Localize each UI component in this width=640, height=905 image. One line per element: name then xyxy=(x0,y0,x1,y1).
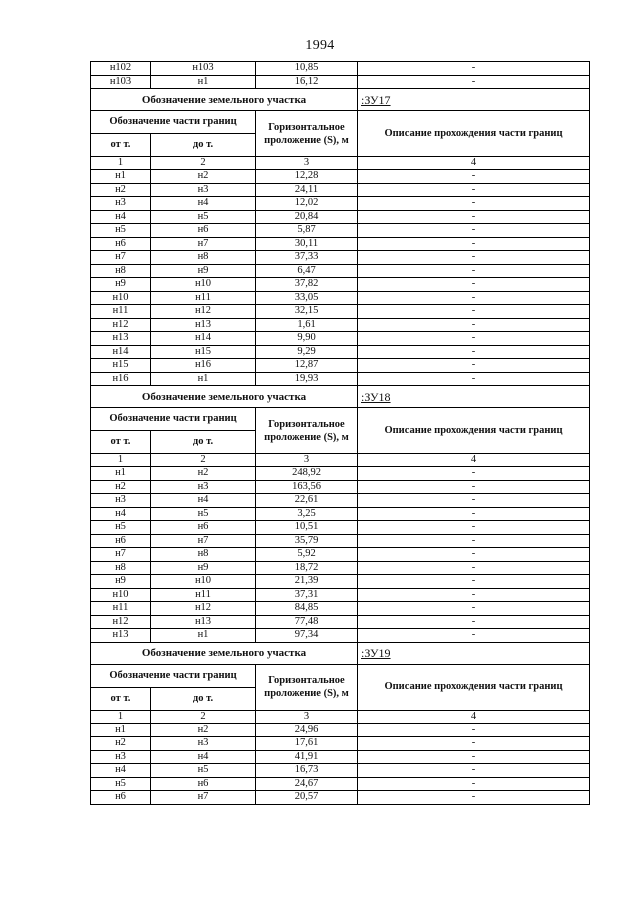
length-cell: 77,48 xyxy=(256,615,358,629)
table-row xyxy=(91,372,590,386)
from-point-cell: н13 xyxy=(91,629,151,643)
description-cell: - xyxy=(358,534,590,548)
to-point-cell: н3 xyxy=(151,480,256,494)
length-header: Горизонтальное проложение (S), м xyxy=(256,664,358,710)
page-number: 1994 xyxy=(305,38,335,53)
from-point-cell: н12 xyxy=(91,318,151,332)
table-row xyxy=(91,332,590,346)
column-number-row xyxy=(91,710,590,723)
from-point-cell: н6 xyxy=(91,237,151,251)
boundaries-table-body xyxy=(91,62,590,805)
from-point-cell: н9 xyxy=(91,278,151,292)
length-cell: 1,61 xyxy=(256,318,358,332)
length-cell: 16,12 xyxy=(256,75,358,89)
to-point-cell: н12 xyxy=(151,305,256,319)
to-point-cell: н5 xyxy=(151,210,256,224)
table-row xyxy=(91,791,590,805)
to-header: до т. xyxy=(151,134,256,157)
from-point-cell: н8 xyxy=(91,264,151,278)
table-row xyxy=(91,588,590,602)
from-header: от т. xyxy=(91,687,151,710)
to-point-cell: н5 xyxy=(151,507,256,521)
table-row xyxy=(91,197,590,211)
description-cell: - xyxy=(358,521,590,535)
to-point-cell: н6 xyxy=(151,521,256,535)
from-point-cell: н7 xyxy=(91,251,151,265)
column-number: 4 xyxy=(358,454,590,467)
length-cell: 12,28 xyxy=(256,170,358,184)
to-point-cell: н6 xyxy=(151,224,256,238)
column-number: 3 xyxy=(256,710,358,723)
from-point-cell: н14 xyxy=(91,345,151,359)
length-cell: 97,34 xyxy=(256,629,358,643)
table-row xyxy=(91,62,590,76)
description-cell: - xyxy=(358,183,590,197)
length-cell: 21,39 xyxy=(256,575,358,589)
length-cell: 33,05 xyxy=(256,291,358,305)
column-number: 1 xyxy=(91,710,151,723)
to-point-cell: н13 xyxy=(151,615,256,629)
from-point-cell: н1 xyxy=(91,723,151,737)
column-number-row xyxy=(91,454,590,467)
from-point-cell: н15 xyxy=(91,359,151,373)
plot-id: :ЗУ18 xyxy=(358,386,590,408)
table-row xyxy=(91,629,590,643)
from-point-cell: н2 xyxy=(91,737,151,751)
length-cell: 20,84 xyxy=(256,210,358,224)
from-point-cell: н1 xyxy=(91,170,151,184)
to-point-cell: н2 xyxy=(151,467,256,481)
from-point-cell: н102 xyxy=(91,62,151,76)
table-row xyxy=(91,494,590,508)
length-cell: 24,67 xyxy=(256,777,358,791)
to-point-cell: н7 xyxy=(151,237,256,251)
from-header: от т. xyxy=(91,431,151,454)
boundaries-table xyxy=(90,61,590,805)
to-point-cell: н10 xyxy=(151,575,256,589)
length-cell: 5,87 xyxy=(256,224,358,238)
table-row xyxy=(91,737,590,751)
table-row xyxy=(91,75,590,89)
length-cell: 16,73 xyxy=(256,764,358,778)
length-cell: 37,33 xyxy=(256,251,358,265)
length-cell: 9,29 xyxy=(256,345,358,359)
plot-designation-label: Обозначение земельного участка xyxy=(91,642,358,664)
length-cell: 84,85 xyxy=(256,602,358,616)
plot-id: :ЗУ19 xyxy=(358,642,590,664)
column-number: 4 xyxy=(358,157,590,170)
length-cell: 12,87 xyxy=(256,359,358,373)
table-row xyxy=(91,224,590,238)
table-row xyxy=(91,318,590,332)
to-point-cell: н103 xyxy=(151,62,256,76)
table-row xyxy=(91,764,590,778)
to-header: до т. xyxy=(151,431,256,454)
description-cell: - xyxy=(358,467,590,481)
to-point-cell: н3 xyxy=(151,183,256,197)
table-row xyxy=(91,251,590,265)
to-point-cell: н4 xyxy=(151,494,256,508)
to-point-cell: н9 xyxy=(151,264,256,278)
table-row xyxy=(91,750,590,764)
length-cell: 37,31 xyxy=(256,588,358,602)
from-point-cell: н103 xyxy=(91,75,151,89)
table-row xyxy=(91,561,590,575)
column-number: 2 xyxy=(151,710,256,723)
description-cell: - xyxy=(358,264,590,278)
from-header: от т. xyxy=(91,134,151,157)
to-point-cell: н1 xyxy=(151,75,256,89)
to-point-cell: н9 xyxy=(151,561,256,575)
table-row xyxy=(91,480,590,494)
to-point-cell: н3 xyxy=(151,737,256,751)
from-point-cell: н5 xyxy=(91,224,151,238)
description-header: Описание прохождения части границ xyxy=(358,664,590,710)
from-point-cell: н7 xyxy=(91,548,151,562)
parts-header: Обозначение части границ xyxy=(91,408,256,431)
column-header-row xyxy=(91,664,590,687)
from-point-cell: н6 xyxy=(91,791,151,805)
from-point-cell: н3 xyxy=(91,494,151,508)
description-header: Описание прохождения части границ xyxy=(358,408,590,454)
description-cell: - xyxy=(358,764,590,778)
column-header-row xyxy=(91,408,590,431)
from-point-cell: н3 xyxy=(91,750,151,764)
table-row xyxy=(91,264,590,278)
description-cell: - xyxy=(358,170,590,184)
column-number: 3 xyxy=(256,157,358,170)
section-title-row xyxy=(91,89,590,111)
table-row xyxy=(91,602,590,616)
description-cell: - xyxy=(358,615,590,629)
table-row xyxy=(91,183,590,197)
length-header: Горизонтальное проложение (S), м xyxy=(256,111,358,157)
from-point-cell: н11 xyxy=(91,305,151,319)
description-cell: - xyxy=(358,588,590,602)
to-point-cell: н7 xyxy=(151,534,256,548)
from-point-cell: н10 xyxy=(91,291,151,305)
table-row xyxy=(91,723,590,737)
length-cell: 3,25 xyxy=(256,507,358,521)
description-cell: - xyxy=(358,602,590,616)
description-cell: - xyxy=(358,75,590,89)
column-number: 1 xyxy=(91,157,151,170)
to-point-cell: н4 xyxy=(151,197,256,211)
table-row xyxy=(91,278,590,292)
section-title-row xyxy=(91,642,590,664)
table-row xyxy=(91,777,590,791)
length-cell: 5,92 xyxy=(256,548,358,562)
from-point-cell: н2 xyxy=(91,480,151,494)
table-row xyxy=(91,291,590,305)
length-cell: 32,15 xyxy=(256,305,358,319)
length-cell: 163,56 xyxy=(256,480,358,494)
table-row xyxy=(91,170,590,184)
from-point-cell: н8 xyxy=(91,561,151,575)
length-header: Горизонтальное проложение (S), м xyxy=(256,408,358,454)
column-number: 1 xyxy=(91,454,151,467)
plot-id: :ЗУ17 xyxy=(358,89,590,111)
description-cell: - xyxy=(358,561,590,575)
description-cell: - xyxy=(358,318,590,332)
to-point-cell: н10 xyxy=(151,278,256,292)
from-point-cell: н16 xyxy=(91,372,151,386)
from-point-cell: н4 xyxy=(91,764,151,778)
description-cell: - xyxy=(358,197,590,211)
from-point-cell: н5 xyxy=(91,777,151,791)
table-row xyxy=(91,521,590,535)
table-row xyxy=(91,575,590,589)
to-point-cell: н2 xyxy=(151,723,256,737)
length-cell: 20,57 xyxy=(256,791,358,805)
description-cell: - xyxy=(358,332,590,346)
from-point-cell: н4 xyxy=(91,507,151,521)
table-row xyxy=(91,548,590,562)
from-point-cell: н5 xyxy=(91,521,151,535)
to-point-cell: н15 xyxy=(151,345,256,359)
description-cell: - xyxy=(358,305,590,319)
to-point-cell: н16 xyxy=(151,359,256,373)
description-cell: - xyxy=(358,480,590,494)
to-point-cell: н4 xyxy=(151,750,256,764)
to-point-cell: н6 xyxy=(151,777,256,791)
parts-header: Обозначение части границ xyxy=(91,111,256,134)
length-cell: 12,02 xyxy=(256,197,358,211)
column-header-row xyxy=(91,111,590,134)
plot-designation-label: Обозначение земельного участка xyxy=(91,89,358,111)
table-row xyxy=(91,345,590,359)
table-row xyxy=(91,359,590,373)
plot-designation-label: Обозначение земельного участка xyxy=(91,386,358,408)
description-cell: - xyxy=(358,62,590,76)
from-point-cell: н2 xyxy=(91,183,151,197)
length-cell: 24,11 xyxy=(256,183,358,197)
column-number: 3 xyxy=(256,454,358,467)
from-point-cell: н6 xyxy=(91,534,151,548)
description-cell: - xyxy=(358,575,590,589)
from-point-cell: н11 xyxy=(91,602,151,616)
description-cell: - xyxy=(358,291,590,305)
from-point-cell: н1 xyxy=(91,467,151,481)
description-cell: - xyxy=(358,251,590,265)
table-row xyxy=(91,305,590,319)
from-point-cell: н3 xyxy=(91,197,151,211)
to-point-cell: н2 xyxy=(151,170,256,184)
to-point-cell: н8 xyxy=(151,548,256,562)
from-point-cell: н13 xyxy=(91,332,151,346)
length-cell: 37,82 xyxy=(256,278,358,292)
length-cell: 9,90 xyxy=(256,332,358,346)
description-cell: - xyxy=(358,548,590,562)
length-cell: 30,11 xyxy=(256,237,358,251)
description-cell: - xyxy=(358,791,590,805)
to-point-cell: н1 xyxy=(151,372,256,386)
to-point-cell: н8 xyxy=(151,251,256,265)
from-point-cell: н12 xyxy=(91,615,151,629)
length-cell: 6,47 xyxy=(256,264,358,278)
parts-header: Обозначение части границ xyxy=(91,664,256,687)
section-title-row xyxy=(91,386,590,408)
to-header: до т. xyxy=(151,687,256,710)
description-cell: - xyxy=(358,278,590,292)
length-cell: 17,61 xyxy=(256,737,358,751)
length-cell: 18,72 xyxy=(256,561,358,575)
column-number: 2 xyxy=(151,454,256,467)
length-cell: 10,85 xyxy=(256,62,358,76)
table-row xyxy=(91,237,590,251)
table-row xyxy=(91,507,590,521)
from-point-cell: н10 xyxy=(91,588,151,602)
column-number: 2 xyxy=(151,157,256,170)
to-point-cell: н5 xyxy=(151,764,256,778)
from-point-cell: н9 xyxy=(91,575,151,589)
column-number-row xyxy=(91,157,590,170)
description-cell: - xyxy=(358,210,590,224)
to-point-cell: н7 xyxy=(151,791,256,805)
to-point-cell: н13 xyxy=(151,318,256,332)
description-cell: - xyxy=(358,494,590,508)
from-point-cell: н4 xyxy=(91,210,151,224)
to-point-cell: н11 xyxy=(151,588,256,602)
length-cell: 10,51 xyxy=(256,521,358,535)
table-row xyxy=(91,534,590,548)
to-point-cell: н1 xyxy=(151,629,256,643)
table-row xyxy=(91,210,590,224)
description-cell: - xyxy=(358,737,590,751)
length-cell: 41,91 xyxy=(256,750,358,764)
description-cell: - xyxy=(358,777,590,791)
to-point-cell: н14 xyxy=(151,332,256,346)
description-cell: - xyxy=(358,359,590,373)
description-cell: - xyxy=(358,629,590,643)
to-point-cell: н12 xyxy=(151,602,256,616)
length-cell: 248,92 xyxy=(256,467,358,481)
description-cell: - xyxy=(358,224,590,238)
description-cell: - xyxy=(358,372,590,386)
description-cell: - xyxy=(358,750,590,764)
table-row xyxy=(91,467,590,481)
description-cell: - xyxy=(358,723,590,737)
length-cell: 24,96 xyxy=(256,723,358,737)
length-cell: 19,93 xyxy=(256,372,358,386)
length-cell: 22,61 xyxy=(256,494,358,508)
length-cell: 35,79 xyxy=(256,534,358,548)
column-number: 4 xyxy=(358,710,590,723)
to-point-cell: н11 xyxy=(151,291,256,305)
description-header: Описание прохождения части границ xyxy=(358,111,590,157)
description-cell: - xyxy=(358,507,590,521)
description-cell: - xyxy=(358,345,590,359)
description-cell: - xyxy=(358,237,590,251)
table-row xyxy=(91,615,590,629)
